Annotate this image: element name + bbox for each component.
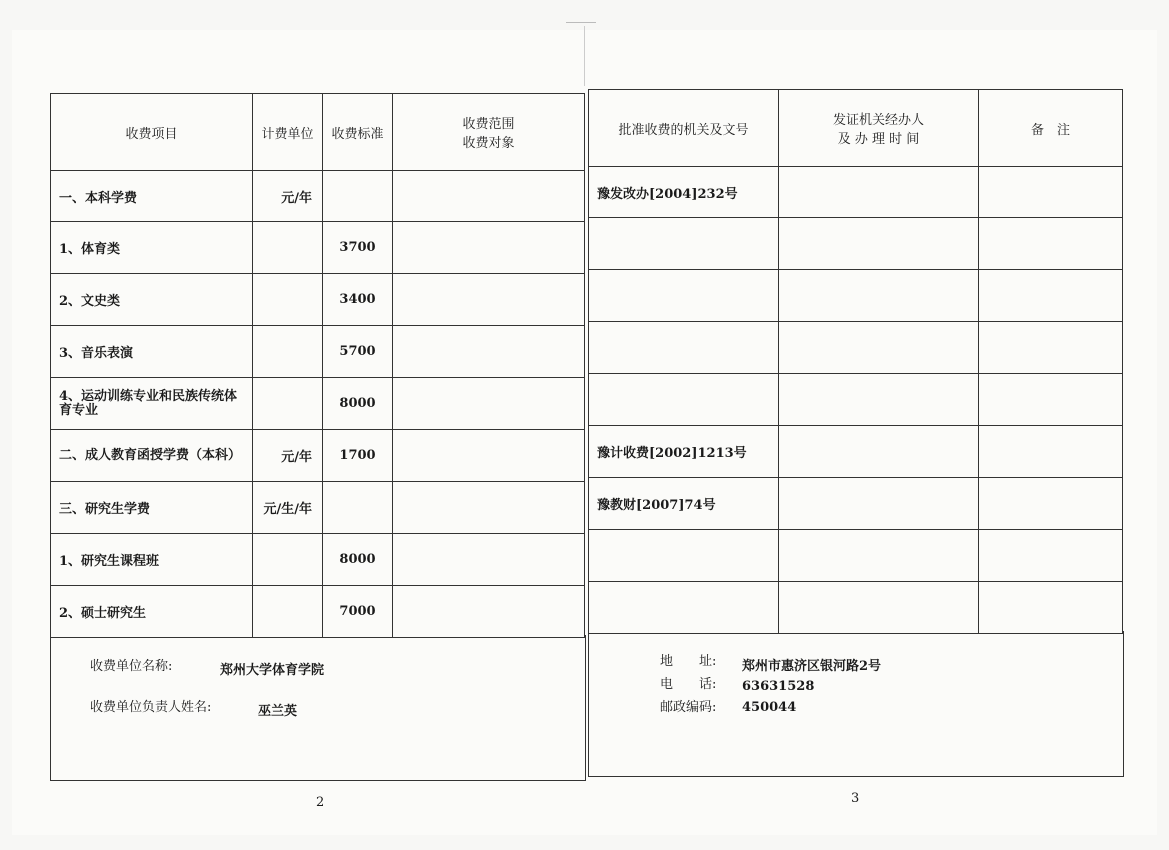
phone-label: 电 话: [660, 677, 717, 692]
remarks-cell [979, 582, 1123, 634]
fee-standard-cell: 3700 [323, 222, 393, 274]
unit-head-value: 巫兰英 [258, 704, 298, 719]
remarks-cell [979, 426, 1123, 478]
issuer-cell [779, 478, 979, 530]
fee-scope-cell [393, 430, 585, 482]
fee-standard-cell [323, 171, 393, 222]
issuer-cell [779, 167, 979, 218]
phone-value: 63631528 [742, 679, 815, 694]
approval-cell [589, 322, 779, 374]
issuer-cell [779, 374, 979, 426]
issuer-cell [779, 426, 979, 478]
remarks-cell [979, 270, 1123, 322]
unit-name-label: 收费单位名称: [90, 659, 173, 674]
fee-standard-cell: 8000 [323, 378, 393, 430]
table-row [51, 482, 585, 534]
fee-scope-cell [393, 274, 585, 326]
approval-table [588, 89, 1123, 634]
fee-scope-cell [393, 378, 585, 430]
page-number-right: 3 [851, 791, 860, 806]
remarks-cell [979, 322, 1123, 374]
table-row [589, 218, 1123, 270]
address-label: 地 址: [660, 654, 717, 669]
fee-scope-cell [393, 586, 585, 638]
fee-item-cell: 一、本科学费 [51, 171, 253, 222]
approval-cell: 豫教财[2007]74号 [589, 478, 779, 530]
table-row [589, 478, 1123, 530]
billing-unit-cell: 元/生/年 [253, 482, 323, 534]
header-scope-line1: 收费范围 [462, 117, 515, 132]
remarks-cell [979, 478, 1123, 530]
table-header-row [51, 94, 585, 171]
remarks-cell [979, 167, 1123, 218]
header-approval: 批准收费的机关及文号 [589, 90, 779, 167]
fee-item-cell: 1、研究生课程班 [51, 534, 253, 586]
billing-unit-cell [253, 378, 323, 430]
table-row [589, 322, 1123, 374]
fee-scope-cell [393, 222, 585, 274]
billing-unit-cell [253, 274, 323, 326]
header-remarks: 备 注 [979, 90, 1123, 167]
binding-mark [566, 22, 596, 23]
book-spine [584, 26, 585, 86]
page-number-left: 2 [316, 795, 325, 810]
approval-cell [589, 530, 779, 582]
table-row [589, 530, 1123, 582]
approval-cell [589, 218, 779, 270]
fee-items-table [50, 93, 585, 638]
table-row [51, 326, 585, 378]
header-issuer-line1: 发证机关经办人 [832, 113, 924, 128]
header-billing-unit: 计费单位 [253, 94, 323, 171]
remarks-cell [979, 530, 1123, 582]
header-issuer-line2: 及 办 理 时 间 [837, 132, 920, 147]
table-row [589, 374, 1123, 426]
billing-unit-cell [253, 534, 323, 586]
unit-name-value: 郑州大学体育学院 [220, 663, 325, 678]
postcode-label: 邮政编码: [660, 700, 717, 715]
fee-item-cell: 2、文史类 [51, 274, 253, 326]
fee-standard-cell: 1700 [323, 430, 393, 482]
table-row [589, 582, 1123, 634]
fee-standard-cell: 8000 [323, 534, 393, 586]
fee-scope-cell [393, 534, 585, 586]
header-issuer [779, 90, 979, 167]
fee-item-cell: 1、体育类 [51, 222, 253, 274]
table-row [51, 222, 585, 274]
fee-item-cell: 3、音乐表演 [51, 326, 253, 378]
table-row [589, 270, 1123, 322]
fee-item-cell: 2、硕士研究生 [51, 586, 253, 638]
table-row [51, 430, 585, 482]
table-row [589, 426, 1123, 478]
header-fee-scope [393, 94, 585, 171]
remarks-cell [979, 218, 1123, 270]
fee-item-cell: 二、成人教育函授学费（本科） [51, 430, 253, 482]
fee-standard-cell [323, 482, 393, 534]
billing-unit-cell [253, 222, 323, 274]
billing-unit-cell: 元/年 [253, 430, 323, 482]
table-header-row [589, 90, 1123, 167]
header-fee-item: 收费项目 [51, 94, 253, 171]
address-value: 郑州市惠济区银河路2号 [742, 659, 882, 674]
issuer-cell [779, 530, 979, 582]
table-row [51, 534, 585, 586]
table-row [51, 586, 585, 638]
fee-standard-cell: 3400 [323, 274, 393, 326]
issuer-cell [779, 218, 979, 270]
table-row [51, 274, 585, 326]
fee-scope-cell [393, 326, 585, 378]
fee-standard-cell: 7000 [323, 586, 393, 638]
billing-unit-cell [253, 326, 323, 378]
unit-head-label: 收费单位负责人姓名: [90, 700, 212, 715]
table-row [51, 378, 585, 430]
postcode-value: 450044 [742, 700, 797, 715]
approval-cell [589, 582, 779, 634]
issuer-cell [779, 582, 979, 634]
header-fee-standard: 收费标准 [323, 94, 393, 171]
billing-unit-cell [253, 586, 323, 638]
fee-scope-cell [393, 482, 585, 534]
header-scope-line2: 收费对象 [462, 136, 515, 151]
fee-standard-cell: 5700 [323, 326, 393, 378]
approval-cell: 豫发改办[2004]232号 [589, 167, 779, 218]
issuer-cell [779, 322, 979, 374]
table-row [589, 167, 1123, 218]
issuer-cell [779, 270, 979, 322]
approval-cell: 豫计收费[2002]1213号 [589, 426, 779, 478]
billing-unit-cell: 元/年 [253, 171, 323, 222]
approval-cell [589, 374, 779, 426]
remarks-cell [979, 374, 1123, 426]
fee-item-cell: 4、运动训练专业和民族传统体育专业 [51, 378, 253, 430]
approval-cell [589, 270, 779, 322]
table-row [51, 171, 585, 222]
fee-scope-cell [393, 171, 585, 222]
fee-item-cell: 三、研究生学费 [51, 482, 253, 534]
